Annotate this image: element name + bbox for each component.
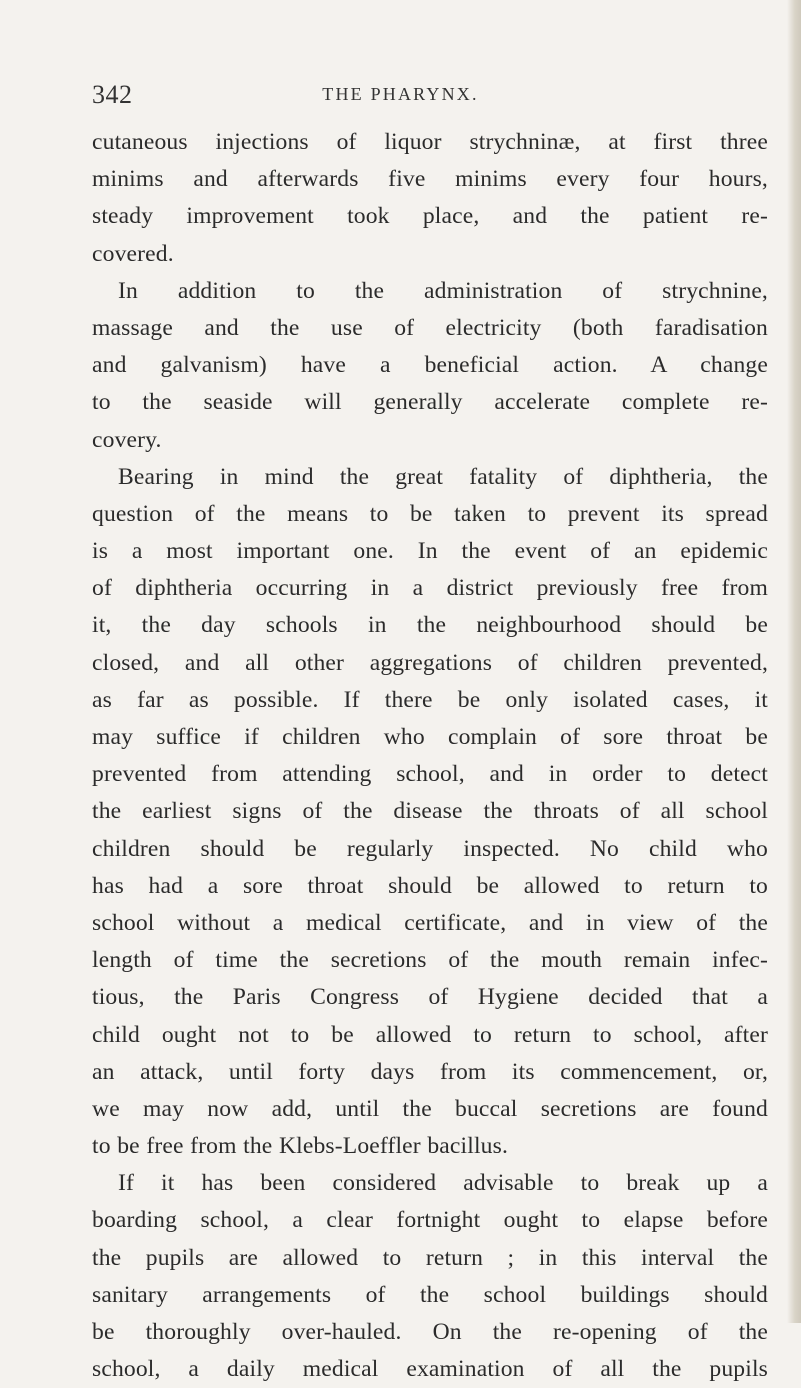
text-line: be thoroughly over-hauled. On the re-opening of the	[92, 1319, 768, 1345]
text-line: school without a medical certificate, and in view of the	[92, 909, 768, 936]
text-line: the earliest signs of the disease the throats of all school	[92, 798, 768, 825]
text-line: boarding school, a clear fortnight ought to elapse before	[92, 1207, 768, 1234]
text-line: to the seaside will generally accelerate complete re-	[92, 389, 768, 416]
text-line: to be free from the Klebs-Loeffler bacillus.	[92, 1133, 508, 1160]
text-line: an attack, until forty days from its commencement, or,	[92, 1058, 768, 1085]
page-number: 342	[92, 80, 133, 109]
text-line: of diphtheria occurring in a district previously free from	[92, 575, 768, 602]
text-line: minims and afterwards five minims every four hours,	[92, 166, 768, 193]
body-text	[92, 124, 768, 1388]
text-line: child ought not to be allowed to return to school, after	[92, 1021, 768, 1048]
text-line: has had a sore throat should be allowed to return to	[92, 872, 768, 899]
text-line: If it has been considered advisable to break up a	[118, 1170, 768, 1197]
text-line: tious, the Paris Congress of Hygiene decided that a	[92, 984, 768, 1011]
text-line: the pupils are allowed to return ; in this interval the	[92, 1244, 768, 1271]
text-line: and galvanism) have a beneficial action. A change	[92, 352, 768, 379]
text-line: covered.	[92, 240, 174, 267]
running-head: THE PHARYNX.	[322, 84, 479, 104]
text-line: may suffice if children who complain of sore throat be	[92, 724, 768, 750]
text-line: In addition to the administration of strychnine,	[118, 277, 768, 304]
text-line: cutaneous injections of liquor strychninæ, at first three	[92, 129, 768, 155]
text-line: Bearing in mind the great fatality of diphtheria, the	[118, 463, 768, 490]
text-line: covery.	[92, 426, 162, 453]
text-line: we may now add, until the buccal secretions are found	[92, 1095, 768, 1122]
text-line: prevented from attending school, and in order to detect	[92, 761, 768, 788]
text-line: as far as possible. If there be only isolated cases, it	[92, 686, 768, 713]
page-header	[0, 80, 801, 114]
text-line: question of the means to be taken to prevent its spread	[92, 500, 768, 527]
text-line: massage and the use of electricity (both faradisation	[92, 314, 768, 341]
text-line: closed, and all other aggregations of children prevented,	[92, 649, 768, 676]
text-line: school, a daily medical examination of all the pupils	[92, 1356, 768, 1383]
text-line: is a most important one. In the event of an epidemic	[92, 538, 768, 565]
text-line: steady improvement took place, and the patient re-	[92, 203, 768, 230]
page-edge-shadow	[787, 0, 801, 1323]
text-line: sanitary arrangements of the school buildings should	[92, 1281, 768, 1308]
text-line: length of time the secretions of the mouth remain infec-	[92, 947, 768, 974]
text-line: it, the day schools in the neighbourhood should be	[92, 612, 768, 639]
text-line: children should be regularly inspected. No child who	[92, 835, 768, 862]
